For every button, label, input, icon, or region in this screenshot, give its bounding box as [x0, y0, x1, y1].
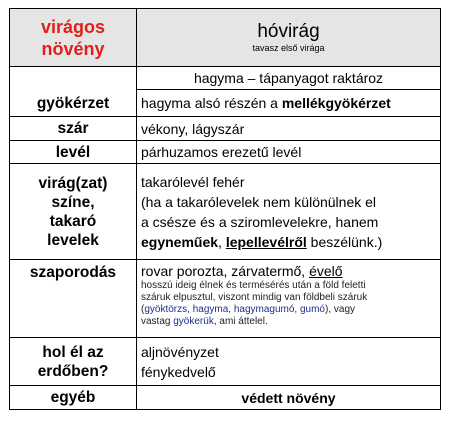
row-habitat: [10, 338, 441, 386]
habitat-line2: fénykedvelő: [141, 363, 216, 380]
root-line1: hagyma – tápanyagot raktároz: [137, 67, 440, 90]
root-line2: [137, 90, 440, 116]
plant-header-cell: [137, 9, 441, 67]
reproduction-note-3: [141, 304, 436, 316]
row-other-label: egyéb: [10, 386, 137, 410]
flower-label-line2: színe,: [51, 193, 95, 211]
note4-pre: vastag: [141, 316, 174, 327]
note3-open: (: [141, 304, 145, 315]
row-reproduction-label: szaporodás: [10, 260, 137, 338]
note4-roots: gyökerük: [173, 316, 214, 327]
flower-term-uniform: egyneműek: [141, 233, 219, 250]
header-row: [10, 9, 441, 67]
reproduction-perennial: évelő: [309, 263, 343, 279]
row-stem-label: szár: [10, 117, 137, 141]
row-other-value: védett növény: [137, 386, 441, 410]
plant-name: hóvirág: [257, 21, 320, 42]
flower-line1: takarólevél fehér: [141, 173, 245, 190]
flower-label-line4: levelek: [47, 231, 99, 249]
category-header-cell: [10, 9, 137, 67]
row-leaf: [10, 141, 441, 164]
flower-sep: ,: [218, 233, 226, 250]
reproduction-line1: [141, 262, 436, 280]
row-root-label: gyökérzet: [10, 67, 137, 117]
row-leaf-label: levél: [10, 141, 137, 164]
habitat-label-line1: hol él az: [42, 343, 104, 361]
row-habitat-value: [137, 338, 441, 386]
plant-profile-table: [9, 8, 441, 410]
flower-term-tepal: lepellevélről: [225, 233, 307, 250]
habitat-line1: aljnövényzet: [141, 343, 219, 360]
note3-close: ), vagy: [325, 304, 356, 315]
row-root-value: [137, 67, 441, 117]
row-flower-label: [10, 164, 137, 260]
root-line2-text: hagyma alsó részén a: [141, 95, 282, 111]
reproduction-note-1: hosszú ideig élnek és termésérés után a föld feletti: [141, 280, 366, 291]
row-habitat-label: [10, 338, 137, 386]
category-title-line1: virágos: [40, 16, 106, 37]
plant-subtitle: tavasz első virága: [252, 43, 325, 53]
plant-profile-table-wrapper: [9, 8, 441, 410]
row-flower-value: [137, 164, 441, 260]
row-reproduction-value: [137, 260, 441, 338]
row-other: [10, 386, 441, 410]
reproduction-line1-text: rovar porozta, zárvatermő,: [141, 263, 310, 279]
row-flower: [10, 164, 441, 260]
row-stem-value: vékony, lágyszár: [137, 117, 441, 141]
row-reproduction: [10, 260, 441, 338]
flower-label-line3: takaró: [49, 212, 97, 230]
reproduction-note-4: [141, 316, 436, 328]
flower-line4: [141, 232, 436, 252]
root-line2-bold: mellékgyökérzet: [281, 95, 391, 111]
row-root: [10, 67, 441, 117]
category-title-line2: növény: [41, 38, 105, 59]
row-leaf-value: párhuzamos erezetű levél: [137, 141, 441, 164]
note3-organs: gyöktörzs, hagyma, hagymagumó, gumó: [144, 304, 325, 315]
note4-post: , ami áttelel.: [213, 316, 268, 327]
flower-line3: a csésze és a sziromlevelekre, hanem: [141, 213, 379, 230]
flower-line4-end: beszélünk.): [306, 233, 383, 250]
reproduction-note-2: száruk elpusztul, viszont mindig van földbeli száruk: [141, 292, 368, 303]
flower-label-line1: virág(zat): [38, 174, 108, 192]
row-stem: [10, 117, 441, 141]
flower-line2: (ha a takarólevelek nem különülnek el: [141, 193, 377, 210]
habitat-label-line2: erdőben?: [37, 362, 109, 380]
